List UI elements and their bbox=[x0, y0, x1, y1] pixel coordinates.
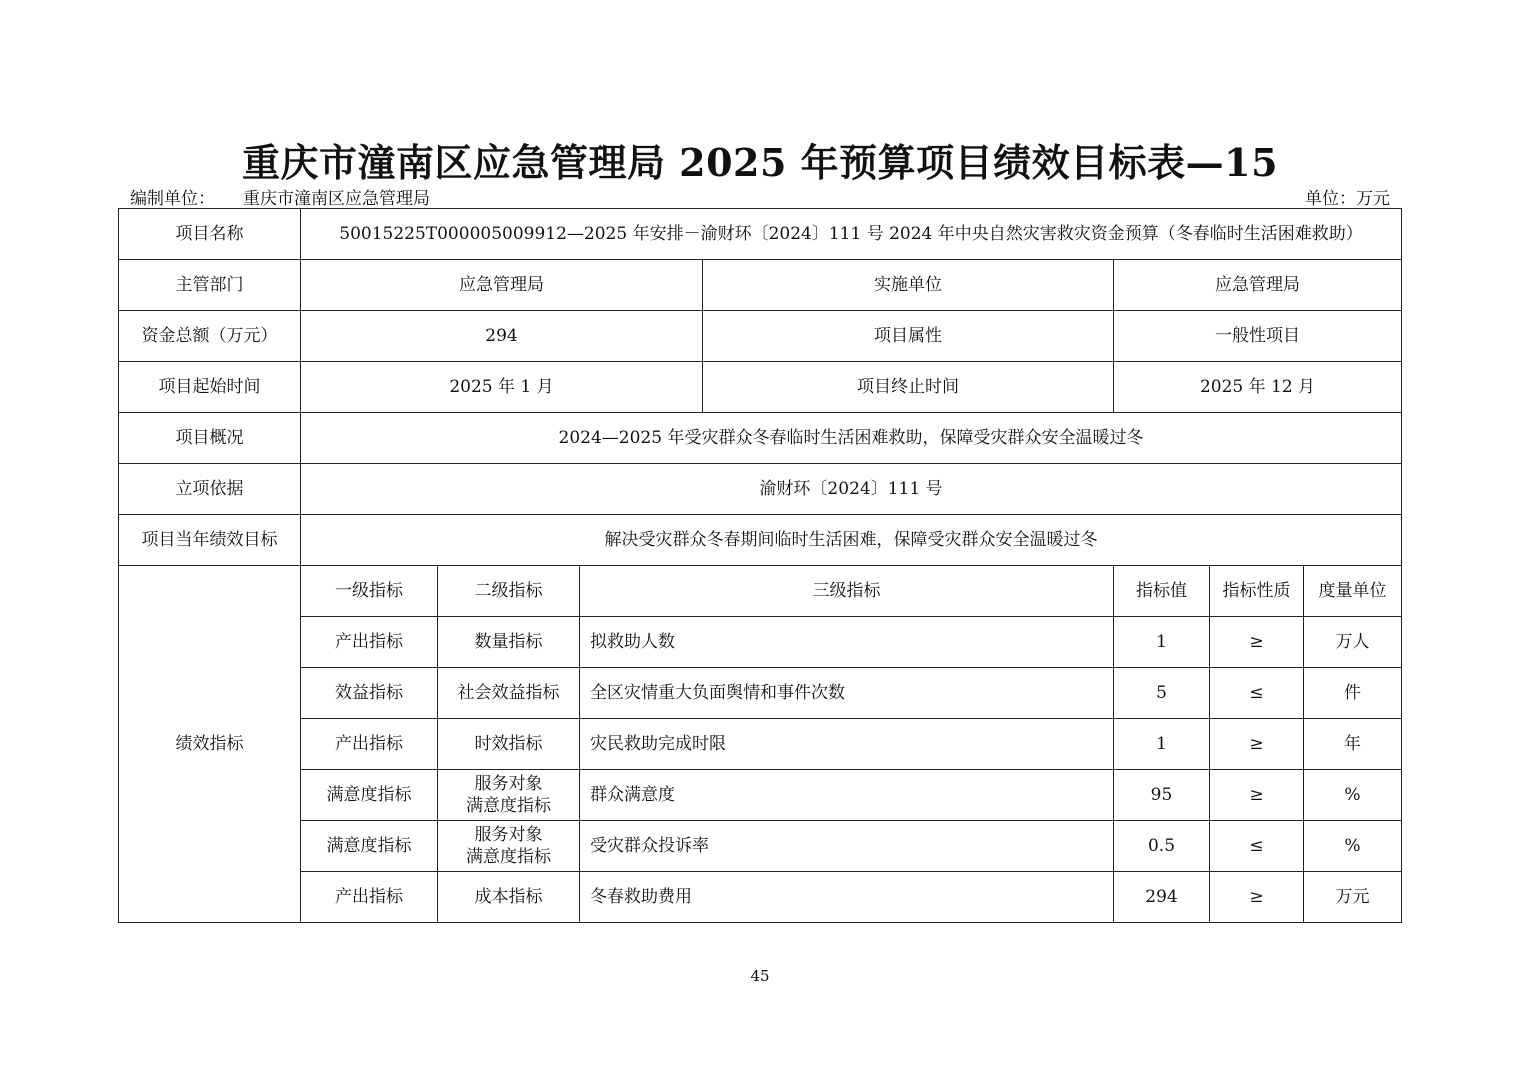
indicator-level1: 满意度指标 bbox=[301, 770, 438, 821]
indicator-level3: 拟救助人数 bbox=[580, 617, 1114, 668]
org-name: 重庆市潼南区应急管理局 bbox=[243, 189, 430, 209]
fund-label: 资金总额（万元） bbox=[119, 311, 301, 362]
indicator-nature: ≤ bbox=[1210, 821, 1304, 872]
indicator-level2 bbox=[438, 770, 580, 821]
indicator-level2-line: 数量指标 bbox=[474, 632, 543, 652]
indicator-level2 bbox=[438, 872, 580, 923]
basis-label: 立项依据 bbox=[119, 464, 301, 515]
indicator-level2-line: 满意度指标 bbox=[466, 796, 551, 816]
indicator-level2 bbox=[438, 821, 580, 872]
indicator-row bbox=[119, 821, 1402, 872]
end-label: 项目终止时间 bbox=[703, 362, 1114, 413]
indicator-level2-line: 满意度指标 bbox=[466, 847, 551, 867]
implementer-value: 应急管理局 bbox=[1114, 260, 1402, 311]
org-line bbox=[130, 184, 430, 209]
indicator-value: 5 bbox=[1114, 668, 1210, 719]
header-nature: 指标性质 bbox=[1210, 566, 1304, 617]
indicator-nature: ≤ bbox=[1210, 668, 1304, 719]
indicator-row bbox=[119, 872, 1402, 923]
indicator-row bbox=[119, 668, 1402, 719]
header-value: 指标值 bbox=[1114, 566, 1210, 617]
header-level3: 三级指标 bbox=[580, 566, 1114, 617]
attribute-label: 项目属性 bbox=[703, 311, 1114, 362]
indicator-value: 1 bbox=[1114, 617, 1210, 668]
indicator-row bbox=[119, 770, 1402, 821]
indicator-level2 bbox=[438, 668, 580, 719]
department-label: 主管部门 bbox=[119, 260, 301, 311]
indicator-level1: 产出指标 bbox=[301, 719, 438, 770]
indicator-level2 bbox=[438, 617, 580, 668]
indicator-level3: 受灾群众投诉率 bbox=[580, 821, 1114, 872]
indicator-value: 0.5 bbox=[1114, 821, 1210, 872]
goal-row bbox=[119, 515, 1402, 566]
indicator-unit: % bbox=[1304, 821, 1402, 872]
performance-table bbox=[118, 208, 1402, 923]
indicator-value: 294 bbox=[1114, 872, 1210, 923]
indicator-row bbox=[119, 719, 1402, 770]
indicator-level2-line: 服务对象 bbox=[474, 825, 543, 845]
header-unit: 度量单位 bbox=[1304, 566, 1402, 617]
project-name-value: 50015225T000005009912—2025 年安排－渝财环〔2024〕111 号 2024 年中央自然灾害救灾资金预算（冬春临时生活困难救助） bbox=[301, 209, 1402, 260]
header-level2: 二级指标 bbox=[438, 566, 580, 617]
indicator-value: 95 bbox=[1114, 770, 1210, 821]
indicator-value: 1 bbox=[1114, 719, 1210, 770]
period-row bbox=[119, 362, 1402, 413]
project-name-row bbox=[119, 209, 1402, 260]
indicator-level2-line: 服务对象 bbox=[474, 774, 543, 794]
overview-value: 2024—2025 年受灾群众冬春临时生活困难救助，保障受灾群众安全温暖过冬 bbox=[301, 413, 1402, 464]
goal-value: 解决受灾群众冬春期间临时生活困难，保障受灾群众安全温暖过冬 bbox=[301, 515, 1402, 566]
indicator-unit: 年 bbox=[1304, 719, 1402, 770]
indicator-level1: 满意度指标 bbox=[301, 821, 438, 872]
indicator-level1: 产出指标 bbox=[301, 617, 438, 668]
indicator-level2-line: 社会效益指标 bbox=[457, 683, 560, 703]
indicator-level3: 冬春救助费用 bbox=[580, 872, 1114, 923]
start-value: 2025 年 1 月 bbox=[301, 362, 703, 413]
overview-row bbox=[119, 413, 1402, 464]
unit-label: 单位：万元 bbox=[1305, 189, 1390, 209]
indicator-level2-line: 成本指标 bbox=[474, 887, 543, 907]
indicator-level3: 群众满意度 bbox=[580, 770, 1114, 821]
indicator-unit: % bbox=[1304, 770, 1402, 821]
indicator-level1: 效益指标 bbox=[301, 668, 438, 719]
attribute-value: 一般性项目 bbox=[1114, 311, 1402, 362]
indicator-nature: ≥ bbox=[1210, 719, 1304, 770]
department-row bbox=[119, 260, 1402, 311]
implementer-label: 实施单位 bbox=[703, 260, 1114, 311]
page-title: 重庆市潼南区应急管理局 2025 年预算项目绩效目标表—15 bbox=[241, 140, 1279, 185]
indicator-nature: ≥ bbox=[1210, 770, 1304, 821]
fund-value: 294 bbox=[301, 311, 703, 362]
header-level1: 一级指标 bbox=[301, 566, 438, 617]
page-number: 45 bbox=[750, 967, 770, 985]
project-name-label: 项目名称 bbox=[119, 209, 301, 260]
indicator-level3: 灾民救助完成时限 bbox=[580, 719, 1114, 770]
indicator-level1: 产出指标 bbox=[301, 872, 438, 923]
overview-label: 项目概况 bbox=[119, 413, 301, 464]
indicator-row bbox=[119, 617, 1402, 668]
indicator-nature: ≥ bbox=[1210, 872, 1304, 923]
basis-row bbox=[119, 464, 1402, 515]
fund-row bbox=[119, 311, 1402, 362]
basis-value: 渝财环〔2024〕111 号 bbox=[301, 464, 1402, 515]
indicator-unit: 件 bbox=[1304, 668, 1402, 719]
goal-label: 项目当年绩效目标 bbox=[119, 515, 301, 566]
indicators-section-label: 绩效指标 bbox=[119, 566, 301, 923]
indicator-level2-line: 时效指标 bbox=[474, 734, 543, 754]
indicator-level2 bbox=[438, 719, 580, 770]
indicator-unit: 万元 bbox=[1304, 872, 1402, 923]
indicator-unit: 万人 bbox=[1304, 617, 1402, 668]
start-label: 项目起始时间 bbox=[119, 362, 301, 413]
department-value: 应急管理局 bbox=[301, 260, 703, 311]
indicator-level3: 全区灾情重大负面舆情和事件次数 bbox=[580, 668, 1114, 719]
org-label: 编制单位： bbox=[130, 189, 215, 209]
indicator-nature: ≥ bbox=[1210, 617, 1304, 668]
end-value: 2025 年 12 月 bbox=[1114, 362, 1402, 413]
indicator-header-row bbox=[119, 566, 1402, 617]
